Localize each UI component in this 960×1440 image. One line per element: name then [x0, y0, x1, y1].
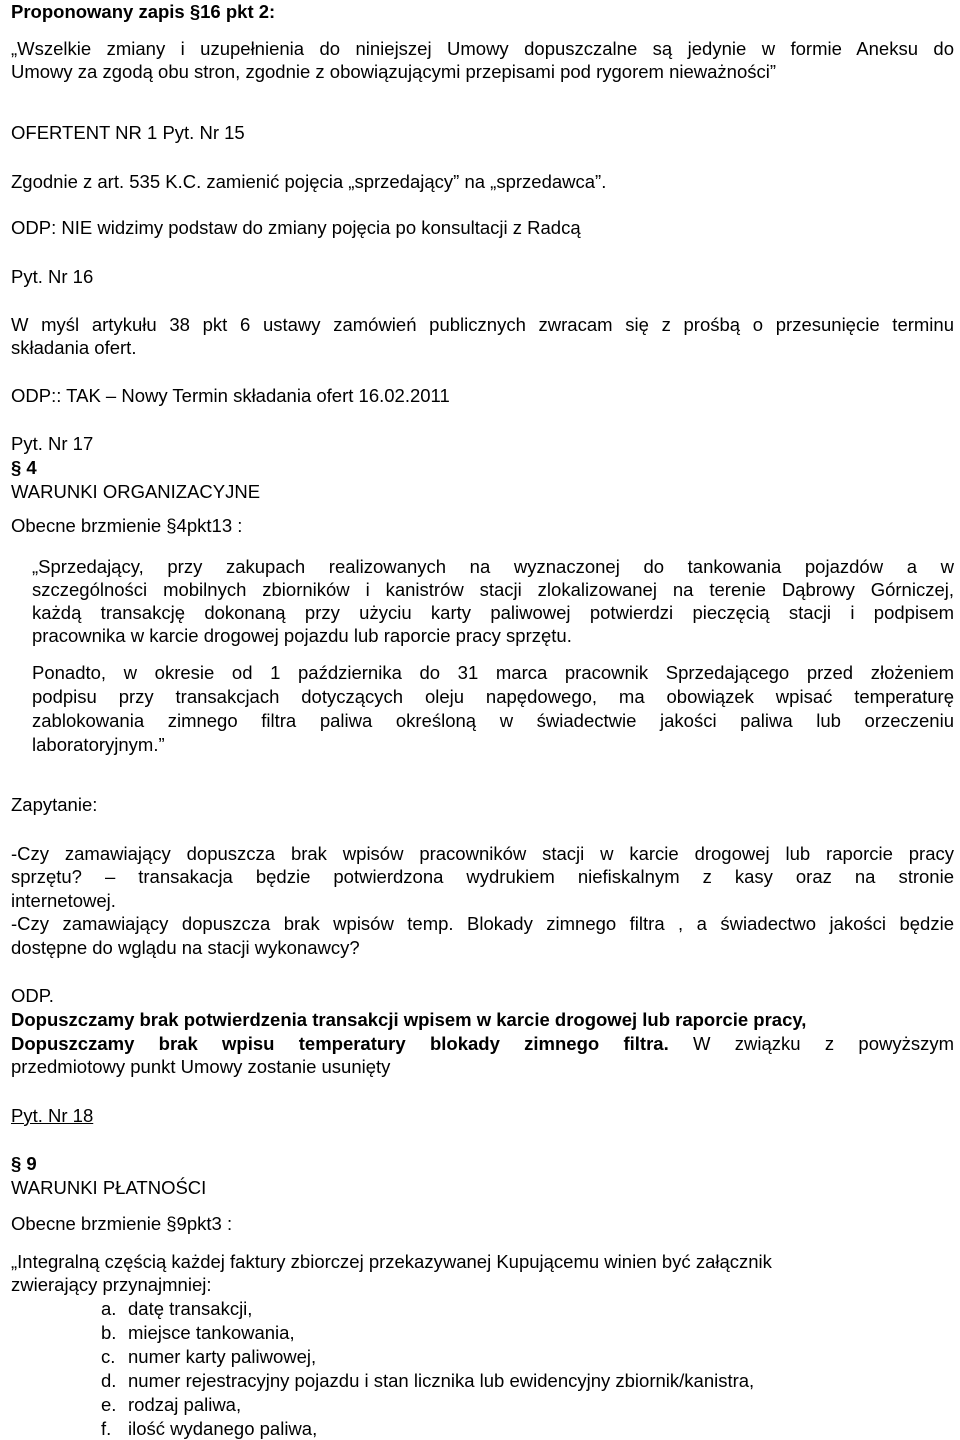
list-marker: e.: [101, 1394, 117, 1415]
answer-line: [11, 1033, 954, 1055]
inquiry-line: -Czy zamawiający dopuszcza brak wpisów pracowników stacji w karcie drogowej lub raporcie pracy: [11, 843, 954, 864]
answer-text: NIE widzimy podstaw do zmiany pojęcia po konsultacji z Radcą: [56, 217, 581, 238]
question-16-text-line: składania ofert.: [11, 337, 137, 358]
current-wording-line: zwierający przynajmniej:: [11, 1274, 212, 1295]
answer-text: : TAK – Nowy Termin składania ofert 16.02.2011: [56, 385, 450, 406]
current-wording-line: Ponadto, w okresie od 1 października do 31 marca pracownik Sprzedającego przed złożeniem: [32, 662, 954, 683]
current-wording-line: każdą transakcję dokonaną przy użyciu karty paliwowej potwierdzi pieczęcią stacji i podpisem: [32, 602, 954, 623]
list-marker: c.: [101, 1346, 116, 1367]
answer-bold-text: Dopuszczamy brak wpisu temperatury blokady zimnego filtra.: [11, 1033, 669, 1054]
answer-label: ODP:: [11, 217, 57, 238]
proposal-heading: Proponowany zapis §16 pkt 2:: [11, 1, 276, 22]
list-text: miejsce tankowania,: [128, 1322, 295, 1343]
question-15-title: OFERTENT NR 1 Pyt. Nr 15: [11, 122, 245, 143]
section-number: § 4: [11, 457, 37, 478]
list-item: [101, 1298, 252, 1320]
list-marker: f.: [101, 1418, 112, 1439]
list-marker: a.: [101, 1298, 117, 1319]
current-wording-line: „Sprzedający, przy zakupach realizowanych na wyznaczonej do tankowania pojazdów a w: [32, 556, 954, 577]
list-text: ilość wydanego paliwa,: [128, 1418, 318, 1439]
current-wording-line: szczególności mobilnych zbiorników i kanistrów stacji zlokalizowanej na terenie Dąbrowy Górniczej,: [32, 579, 954, 600]
proposal-quote-line: Umowy za zgodą obu stron, zgodnie z obowiązującymi przepisami pod rygorem nieważności”: [11, 61, 777, 82]
question-17-title: Pyt. Nr 17: [11, 433, 94, 454]
answer-label: ODP.: [11, 985, 54, 1006]
current-wording-line: „Integralną częścią każdej faktury zbiorczej przekazywanej Kupującemu winien być załącznik: [11, 1251, 772, 1272]
answer-line: Dopuszczamy brak potwierdzenia transakcji wpisem w karcie drogowej lub raporcie pracy,: [11, 1009, 807, 1030]
inquiry-line: dostępne do wglądu na stacji wykonawcy?: [11, 937, 360, 958]
answer-label: ODP:: [11, 385, 57, 406]
question-15-text: Zgodnie z art. 535 K.C. zamienić pojęcia „sprzedający” na „sprzedawca”.: [11, 171, 607, 192]
list-text: rodzaj paliwa,: [128, 1394, 242, 1415]
question-15-answer: [11, 217, 954, 239]
list-text: numer rejestracyjny pojazdu i stan licznika lub ewidencyjny zbiornik/kanistra,: [128, 1370, 755, 1391]
current-wording-line: zablokowania zimnego filtra paliwa określoną w świadectwie jakości paliwa lub orzeczeniu: [32, 710, 954, 731]
list-marker: b.: [101, 1322, 117, 1343]
question-18-title: Pyt. Nr 18: [11, 1105, 94, 1126]
question-16-title: Pyt. Nr 16: [11, 266, 94, 287]
answer-rest-text: W związku z powyższym: [668, 1033, 954, 1054]
list-item: [101, 1370, 754, 1392]
section-number: § 9: [11, 1153, 37, 1174]
inquiry-label: Zapytanie:: [11, 794, 98, 815]
list-text: datę transakcji,: [128, 1298, 253, 1319]
inquiry-line: internetowej.: [11, 890, 116, 911]
proposal-quote-line: „Wszelkie zmiany i uzupełnienia do niniejszej Umowy dopuszczalne są jedynie w formie Aneksu do: [11, 38, 954, 59]
inquiry-line: sprzętu? – transakacja będzie potwierdzona wydrukiem niefiskalnym z kasy oraz na stronie: [11, 866, 954, 887]
question-16-text-line: W myśl artykułu 38 pkt 6 ustawy zamówień publicznych zwracam się z prośbą o przesunięcie terminu: [11, 314, 954, 335]
list-item: [101, 1418, 317, 1440]
inquiry-line: -Czy zamawiający dopuszcza brak wpisów temp. Blokady zimnego filtra , a świadectwo jakości będzie: [11, 913, 954, 934]
list-text: numer karty paliwowej,: [128, 1346, 317, 1367]
section-title: WARUNKI PŁATNOŚCI: [11, 1177, 207, 1198]
current-wording-line: pracownika w karcie drogowej pojazdu lub raporcie pracy sprzętu.: [32, 625, 572, 646]
current-wording-label: Obecne brzmienie §4pkt13 :: [11, 515, 243, 536]
current-wording-line: laboratoryjnym.”: [32, 734, 165, 755]
list-item: [101, 1394, 241, 1416]
answer-line: przedmiotowy punkt Umowy zostanie usunięty: [11, 1056, 391, 1077]
list-marker: d.: [101, 1370, 117, 1391]
current-wording-line: podpisu przy transakcjach dotyczących oleju napędowego, ma obowiązek wpisać temperaturę: [32, 686, 954, 707]
list-item: [101, 1346, 316, 1368]
section-title: WARUNKI ORGANIZACYJNE: [11, 481, 261, 502]
question-16-answer: [11, 385, 954, 407]
current-wording-label: Obecne brzmienie §9pkt3 :: [11, 1213, 233, 1234]
list-item: [101, 1322, 295, 1344]
